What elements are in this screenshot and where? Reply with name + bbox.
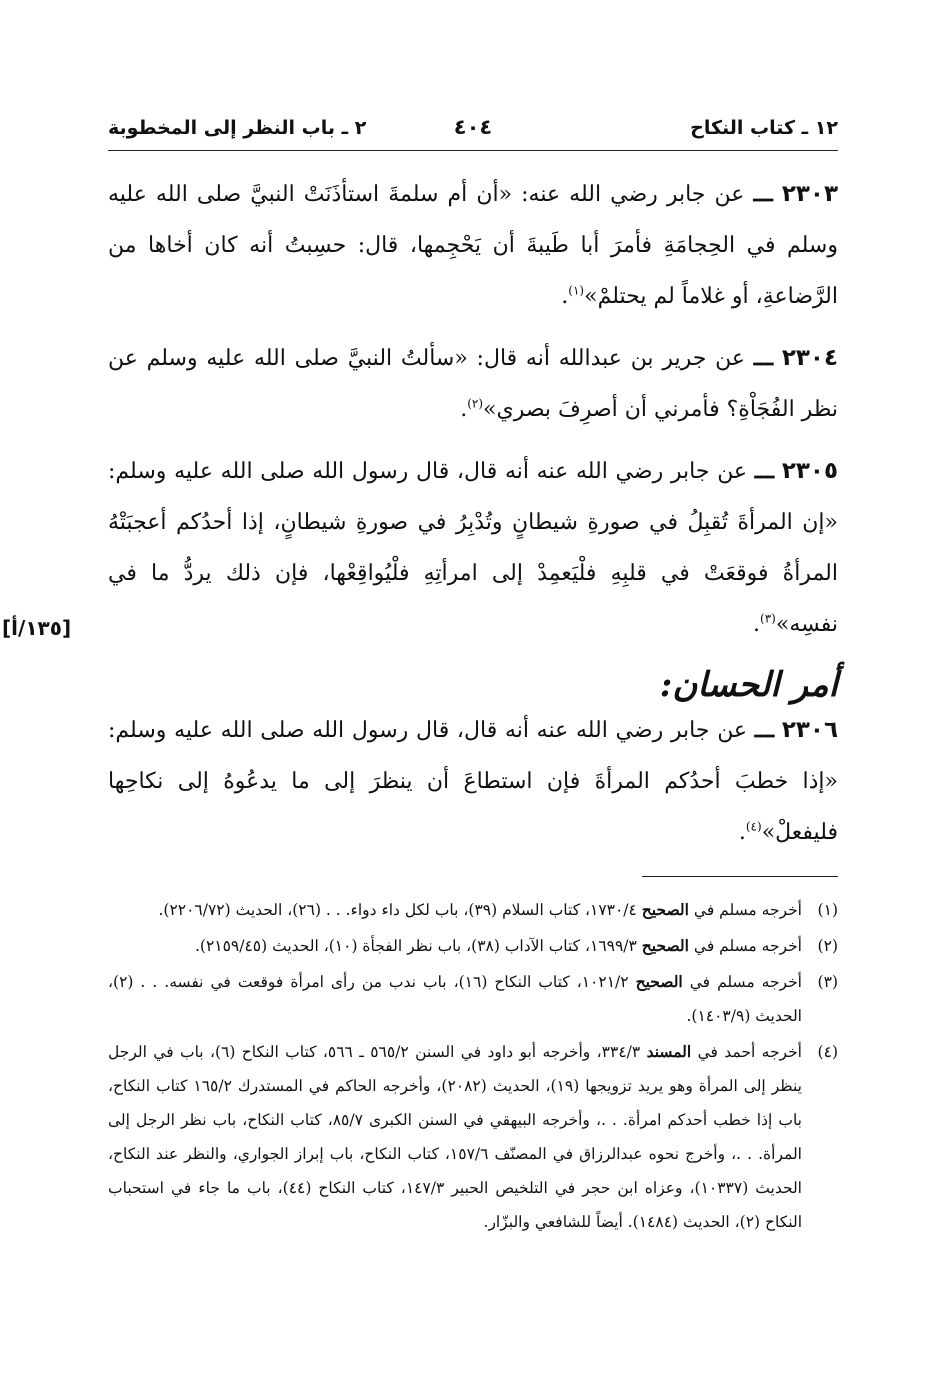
running-header xyxy=(108,105,838,151)
main-text xyxy=(2,169,839,858)
hadith-2306 xyxy=(108,705,838,858)
footnote-source: المسند xyxy=(646,1042,692,1061)
header-rule xyxy=(108,150,838,151)
hadith-number: ٢٣٠٥ xyxy=(781,458,838,484)
footnote-text: أخرجه مسلم في xyxy=(688,901,802,919)
hadith-text-end: يردُّ ما في نفسِه» xyxy=(108,561,838,637)
footnote-text: ٣٣٤/٣، وأخرجه أبو داود في السنن ٥٦٥/٢ ـ ٥٦٦، كتاب النكاح (٦)، باب في الرجل ينظر إلى المرأة وهو يريد تزويجها (١٩)، الحديث (٢٠٨٢)، وأخرجه الحاكم في المستدرك ١٦٥/٢ كتاب النكاح، باب إذا خطب أحدكم امرأة. . .، وأخرجه البيهقي في السنن الكبرى ٨٥/٧، كتاب النكاح، باب نظر الرجل إلى المرأة. . .، وأخرج نحوه عبدالرزاق في المصنّف ١٥٧/٦، كتاب النكاح، باب إبراز الجواري، والنظر عند النكاح، الحديث (١٠٣٣٧)، وعزاه ابن حجر في التلخيص الحبير ١٤٧/٣، كتاب النكاح (٤٤)، باب ما جاء في استحباب النكاح (٢)، الحديث (١٤٨٤). أيضاً للشافعي والبزّار. xyxy=(108,1043,802,1231)
footnote-ref: (٢) xyxy=(467,396,484,411)
header-chapter: ١٢ ـ كتاب النكاح xyxy=(690,117,838,139)
page-number: ٤٠٤ xyxy=(453,115,493,139)
hadith-end: . xyxy=(738,820,746,845)
footnote-number: (١) xyxy=(817,901,838,919)
footnote-ref: (٤) xyxy=(745,819,762,834)
footnote-4 xyxy=(108,1035,838,1239)
footnote-2 xyxy=(108,929,838,963)
footnote-text: ١٠٢١/٢، كتاب النكاح (١٦)، باب ندب من رأى امرأة فوقعت في نفسه. . . (٢)، الحديث (١٤٠٣/٩). xyxy=(108,973,802,1025)
footnote-text: ١٦٩٩/٣، كتاب الآداب (٣٨)، باب نظر الفجأة (١٠)، الحديث (٢١٥٩/٤٥). xyxy=(194,937,642,955)
hadith-number: ٢٣٠٤ xyxy=(781,345,838,371)
footnote-ref: (١) xyxy=(568,283,585,298)
footnote-text: أخرجه مسلم في xyxy=(682,973,802,991)
hadith-number: ٢٣٠٣ xyxy=(781,181,839,207)
hadith-dash: ـــ xyxy=(754,717,775,743)
hadith-2303 xyxy=(108,169,838,322)
footnote-source: الصحيح xyxy=(635,972,683,991)
footnote-3 xyxy=(108,965,838,1033)
hadith-2304 xyxy=(108,333,838,435)
footnote-number: (٢) xyxy=(817,937,838,955)
section-heading: أمر الحسان: xyxy=(659,665,838,705)
footnotes xyxy=(108,893,838,1239)
header-section: ٢ ـ باب النظر إلى المخطوبة xyxy=(108,117,367,139)
hadith-text: عن جابر رضي الله عنه أنه قال، قال رسول الله صلى الله عليه وسلم: «إذا خطبَ أحدُكم المرأةَ فإن استطاعَ أن ينظرَ إلى ما يدعُوهُ إلى نكاحِها فليفعلْ» xyxy=(108,718,838,845)
footnote-text: أخرجه مسلم في xyxy=(688,937,802,955)
book-page xyxy=(2,105,839,1241)
hadith-text: عن جرير بن عبدالله أنه قال: «سألتُ النبيَّ صلى الله عليه وسلم عن نظر الفُجَاْةِ؟ فأمرني أن أصرِفَ بصري» xyxy=(108,346,838,422)
footnote-source: الصحيح xyxy=(641,900,689,919)
hadith-dash: ـــ xyxy=(753,345,774,371)
hadith-text: عن جابر رضي الله عنه: «أن أم سلمةَ استأذَنَتْ النبيَّ صلى الله عليه وسلم في الحِجامَةِ فأمرَ أبا طَيبةَ أن يَحْجِمها، قال: حسِبتُ أنه كان أخاها من الرَّضاعةِ، أو غلاماً لم يحتلمْ» xyxy=(108,182,838,309)
hadith-end: . xyxy=(753,612,761,637)
hadith-text: عن جابر رضي الله عنه أنه قال، قال رسول الله صلى الله عليه وسلم: «إن المرأةَ تُقبِلُ في صورةِ شيطانٍ وتُدْبِرُ في صورةِ شيطانٍ، إذا أحدُكم أعجبَتْهُ المرأةُ فوقعَتْ في قلبِهِ فلْيَعمِدْ إلى امرأتِهِ فلْيُواقِعْها، فإن ذلك xyxy=(108,459,838,586)
hadith-end: . xyxy=(460,397,468,422)
footnote-text: ١٧٣٠/٤، كتاب السلام (٣٩)، باب لكل داء دواء. . . (٢٦)، الحديث (٢٢٠٦/٧٢). xyxy=(158,901,642,919)
footnote-source: الصحيح xyxy=(641,936,689,955)
hadith-end: . xyxy=(561,284,569,309)
hadith-dash: ـــ xyxy=(753,181,773,207)
footnote-text: أخرجه أحمد في xyxy=(691,1043,802,1061)
footnote-ref: (٣) xyxy=(760,611,776,626)
manuscript-folio-marker: [١٣٥/أ] xyxy=(2,616,72,640)
hadith-2305 xyxy=(108,446,838,650)
hadith-dash: ـــ xyxy=(754,458,775,484)
footnote-number: (٣) xyxy=(817,973,838,991)
footnote-separator xyxy=(642,876,838,877)
footnote-number: (٤) xyxy=(817,1043,838,1061)
hadith-number: ٢٣٠٦ xyxy=(781,717,838,743)
footnote-1 xyxy=(108,893,838,927)
